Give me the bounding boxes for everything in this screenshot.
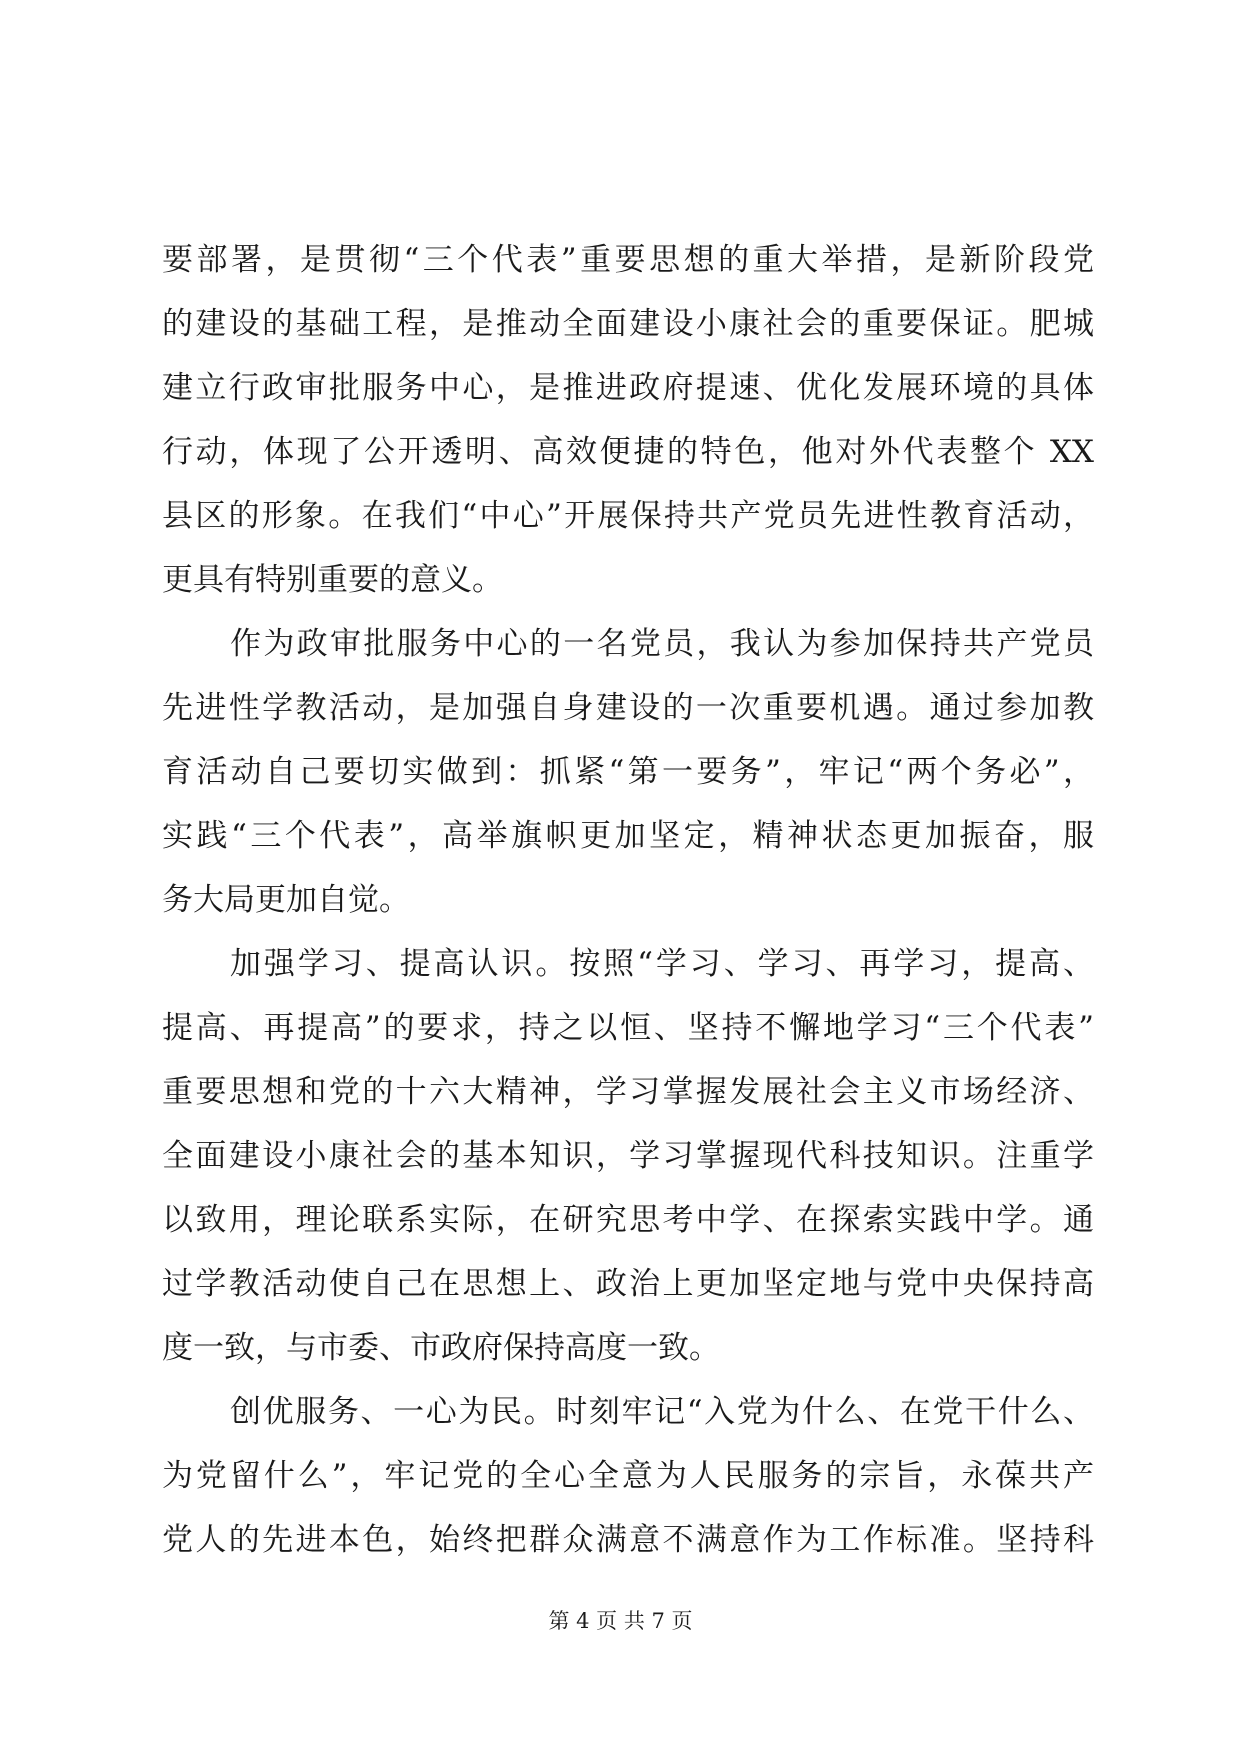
text-line: 以致用，理论联系实际，在研究思考中学、在探索实践中学。通: [162, 1202, 1094, 1238]
text-line: 务大局更加自觉。: [162, 882, 410, 918]
text-line: 作为政审批服务中心的一名党员，我认为参加保持共产党员: [230, 626, 1094, 662]
paragraph-1: [162, 228, 1094, 612]
text-line: 的建设的基础工程，是推动全面建设小康社会的重要保证。肥城: [162, 306, 1094, 342]
text-line: 行动，体现了公开透明、高效便捷的特色，他对外代表整个 XX: [162, 434, 1094, 470]
text-line: 加强学习、提高认识。按照“学习、学习、再学习，提高、: [230, 946, 1094, 982]
text-line: 过学教活动使自己在思想上、政治上更加坚定地与党中央保持高: [162, 1266, 1094, 1302]
text-line: 更具有特别重要的意义。: [162, 562, 503, 598]
text-line: 实践“三个代表”，高举旗帜更加坚定，精神状态更加振奋，服: [162, 818, 1094, 854]
text-line: 重要思想和党的十六大精神，学习掌握发展社会主义市场经济、: [162, 1074, 1094, 1110]
text-line: 度一致，与市委、市政府保持高度一致。: [162, 1330, 720, 1366]
text-line: 为党留什么”，牢记党的全心全意为人民服务的宗旨，永葆共产: [162, 1458, 1094, 1494]
text-line: 党人的先进本色，始终把群众满意不满意作为工作标准。坚持科: [162, 1522, 1094, 1558]
paragraph-2: [162, 612, 1094, 932]
text-line: 建立行政审批服务中心，是推进政府提速、优化发展环境的具体: [162, 370, 1094, 406]
text-line: 先进性学教活动，是加强自身建设的一次重要机遇。通过参加教: [162, 690, 1094, 726]
page-number-footer: 第 4 页 共 7 页: [548, 1609, 693, 1633]
text-line: 要部署，是贯彻“三个代表”重要思想的重大举措，是新阶段党: [162, 242, 1094, 278]
document-body: [162, 228, 1094, 1572]
text-line: 育活动自己要切实做到：抓紧“第一要务”，牢记“两个务必”，: [162, 754, 1094, 790]
paragraph-3: [162, 932, 1094, 1380]
text-line: 县区的形象。在我们“中心”开展保持共产党员先进性教育活动，: [162, 498, 1094, 534]
text-line: 提高、再提高”的要求，持之以恒、坚持不懈地学习“三个代表”: [162, 1010, 1094, 1046]
text-line: 全面建设小康社会的基本知识，学习掌握现代科技知识。注重学: [162, 1138, 1094, 1174]
text-line: 创优服务、一心为民。时刻牢记“入党为什么、在党干什么、: [230, 1394, 1094, 1430]
paragraph-4: [162, 1380, 1094, 1572]
